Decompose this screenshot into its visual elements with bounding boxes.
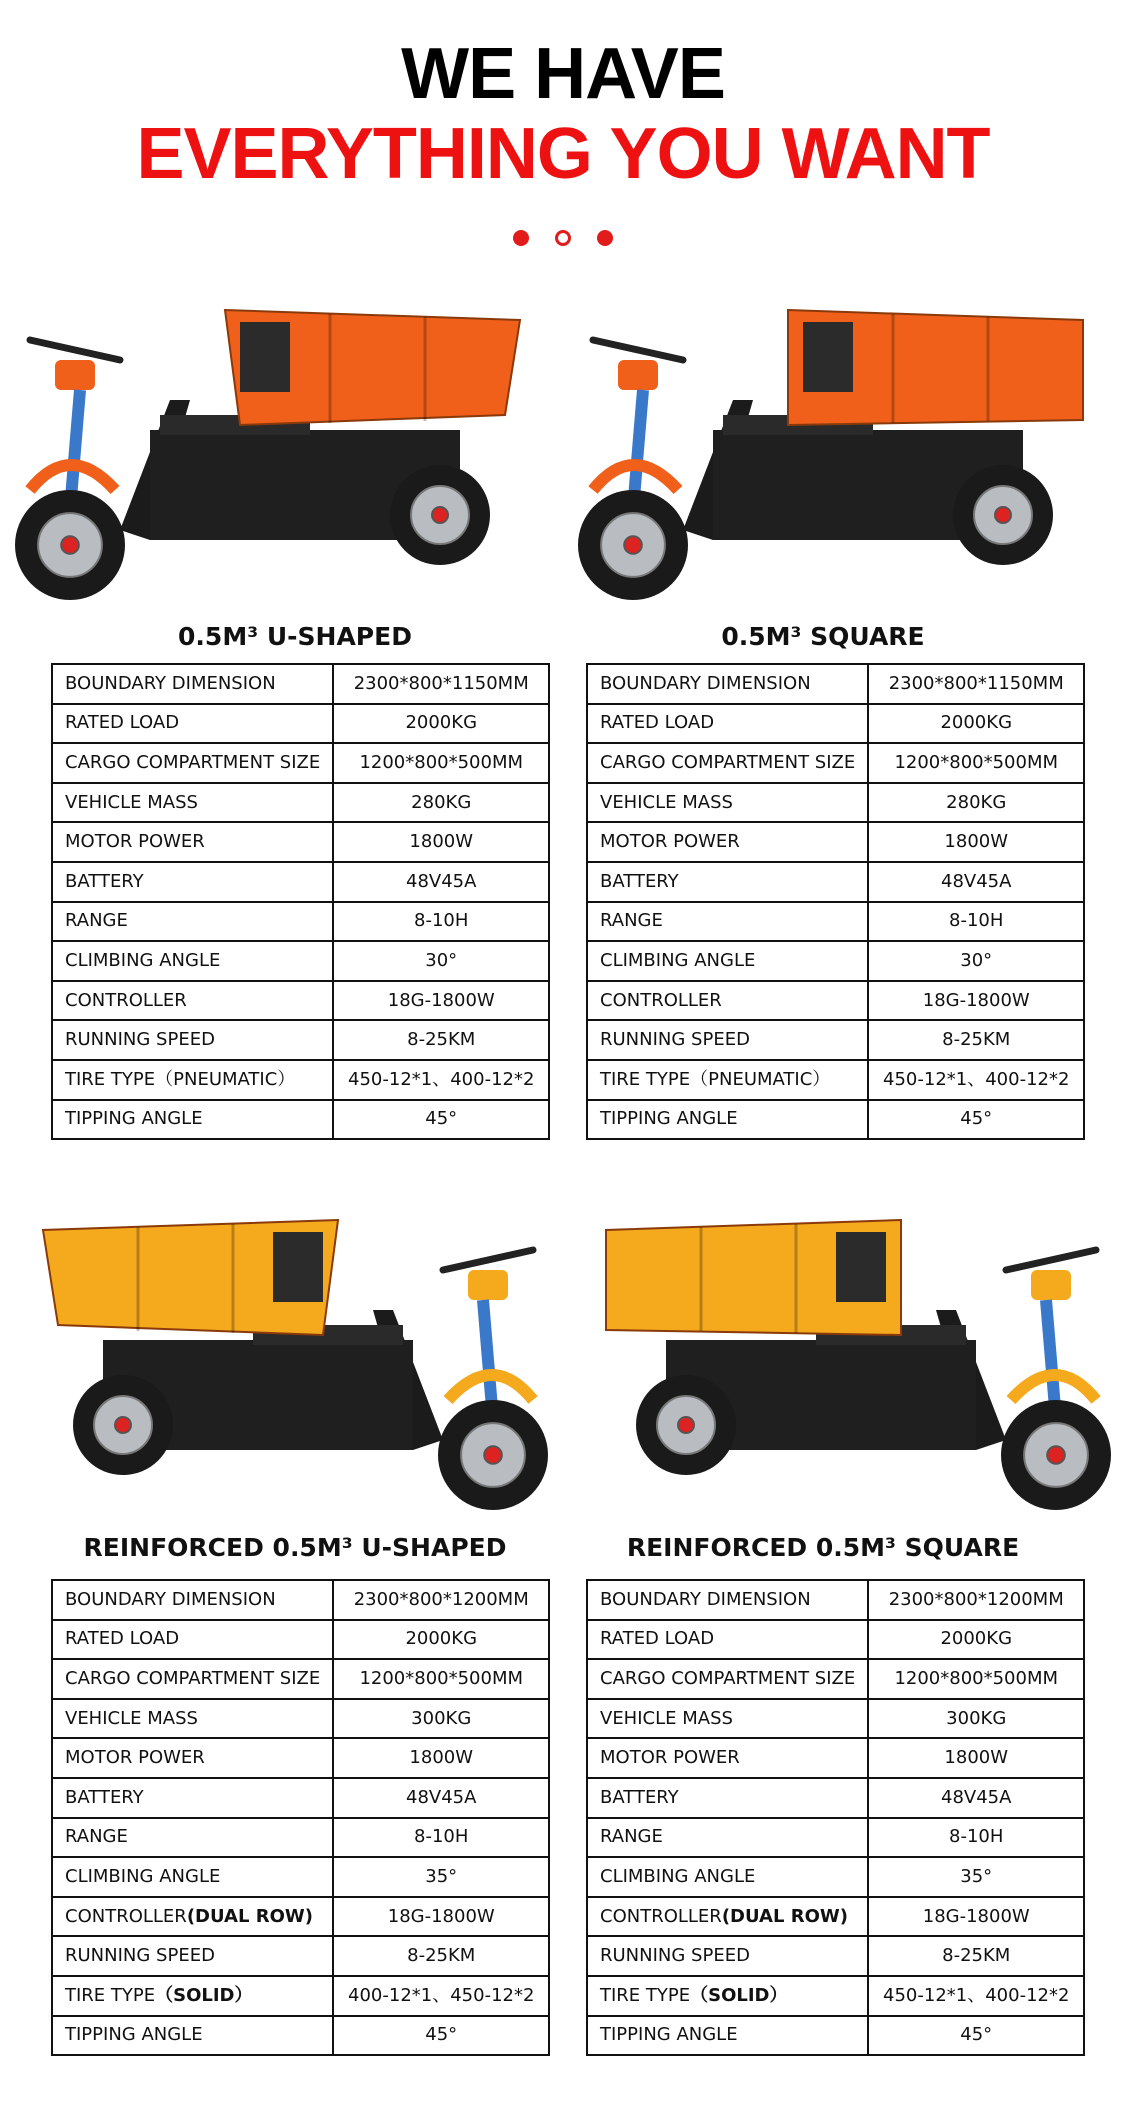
- spec-key: [587, 704, 868, 744]
- spec-value: 450-12*1、400-12*2: [868, 1976, 1084, 2016]
- spec-row: [587, 1100, 1084, 1140]
- spec-value: 300KG: [868, 1699, 1084, 1739]
- spec-key-suffix: （SOLID）: [690, 1984, 788, 2006]
- hub: [61, 536, 79, 554]
- spec-key: [52, 981, 333, 1021]
- spec-key-text: CARGO COMPARTMENT SIZE: [600, 751, 856, 773]
- spec-value: 48V45A: [868, 1778, 1084, 1818]
- tricycle-illustration: [563, 1200, 1126, 1530]
- spec-key-suffix: (DUAL ROW): [721, 1905, 848, 1927]
- spec-row: [52, 941, 549, 981]
- spec-key: [587, 1818, 868, 1858]
- spec-value: 30°: [868, 941, 1084, 981]
- spec-value: 48V45A: [333, 1778, 549, 1818]
- headlamp-cowl: [618, 360, 658, 390]
- spec-key: [52, 1936, 333, 1976]
- spec-key: [52, 862, 333, 902]
- spec-key: [587, 743, 868, 783]
- spec-key-text: TIPPING ANGLE: [600, 1108, 738, 1130]
- spec-row: [52, 1976, 549, 2016]
- spec-value: 8-25KM: [868, 1020, 1084, 1060]
- handlebar: [30, 340, 120, 360]
- spec-value: 280KG: [868, 783, 1084, 823]
- spec-value: 2000KG: [868, 704, 1084, 744]
- headlamp-cowl: [468, 1270, 508, 1300]
- hub: [115, 1417, 131, 1433]
- spec-key-text: CLIMBING ANGLE: [600, 949, 756, 971]
- spec-key: [587, 1857, 868, 1897]
- spec-key: [52, 902, 333, 942]
- spec-value: 280KG: [333, 783, 549, 823]
- spec-row: [52, 1100, 549, 1140]
- spec-key: [587, 1100, 868, 1140]
- spec-row: [52, 1857, 549, 1897]
- spec-value: 35°: [333, 1857, 549, 1897]
- headline-line-1: WE HAVE: [401, 34, 725, 114]
- carousel-dot-2[interactable]: [555, 230, 571, 246]
- spec-key-suffix: （SOLID）: [155, 1984, 253, 2006]
- spec-row: [587, 1897, 1084, 1937]
- spec-table: [586, 1579, 1085, 2056]
- spec-key-text: RANGE: [65, 910, 128, 932]
- product-image-tricycle: [0, 290, 563, 620]
- spec-value: 300KG: [333, 1699, 549, 1739]
- tricycle-group: [15, 310, 520, 600]
- spec-key-text: VEHICLE MASS: [600, 791, 733, 813]
- spec-table: [51, 663, 550, 1140]
- spec-row: [52, 2016, 549, 2056]
- spec-key: [587, 1620, 868, 1660]
- spec-row: [52, 704, 549, 744]
- spec-key-text: TIRE TYPE（PNEUMATIC）: [600, 1068, 831, 1090]
- spec-key: [587, 664, 868, 704]
- spec-row: [52, 664, 549, 704]
- spec-value: 1800W: [868, 822, 1084, 862]
- spec-value: 2000KG: [333, 1620, 549, 1660]
- spec-key: [587, 1580, 868, 1620]
- spec-value: 48V45A: [868, 862, 1084, 902]
- spec-key-text: BOUNDARY DIMENSION: [600, 672, 811, 694]
- spec-row: [587, 1699, 1084, 1739]
- spec-key-text: BOUNDARY DIMENSION: [600, 1588, 811, 1610]
- spec-key: [587, 1659, 868, 1699]
- spec-key: [52, 664, 333, 704]
- spec-value: 1800W: [333, 1738, 549, 1778]
- label-panel: [240, 322, 290, 392]
- spec-row: [587, 1936, 1084, 1976]
- spec-row: [587, 1620, 1084, 1660]
- spec-key-text: RUNNING SPEED: [600, 1029, 750, 1051]
- spec-row: [587, 1738, 1084, 1778]
- spec-value: 35°: [868, 1857, 1084, 1897]
- spec-key-text: RANGE: [600, 1826, 663, 1848]
- spec-row: [587, 1060, 1084, 1100]
- spec-key: [587, 1738, 868, 1778]
- spec-row: [587, 1976, 1084, 2016]
- spec-key: [52, 941, 333, 981]
- spec-key: [587, 862, 868, 902]
- spec-key: [52, 704, 333, 744]
- tricycle-illustration: [563, 290, 1126, 620]
- spec-row: [52, 902, 549, 942]
- spec-row: [587, 1020, 1084, 1060]
- spec-key-text: VEHICLE MASS: [65, 1707, 198, 1729]
- spec-key: [52, 1857, 333, 1897]
- spec-row: [587, 1857, 1084, 1897]
- spec-key: [587, 1936, 868, 1976]
- handlebar: [593, 340, 683, 360]
- spec-key: [52, 1620, 333, 1660]
- spec-row: [587, 743, 1084, 783]
- spec-key: [587, 1778, 868, 1818]
- tricycle-group: [606, 1220, 1111, 1510]
- label-panel: [273, 1232, 323, 1302]
- spec-key: [587, 783, 868, 823]
- spec-value: 1200*800*500MM: [333, 1659, 549, 1699]
- carousel-dots: [0, 230, 1126, 246]
- headline-line-2: EVERYTHING YOU WANT: [136, 114, 990, 194]
- spec-value: 18G-1800W: [333, 981, 549, 1021]
- spec-row: [587, 862, 1084, 902]
- spec-value: 8-25KM: [333, 1020, 549, 1060]
- spec-value: 45°: [333, 2016, 549, 2056]
- spec-row: [587, 902, 1084, 942]
- spec-row: [52, 981, 549, 1021]
- spec-key: [52, 1020, 333, 1060]
- spec-value: 450-12*1、400-12*2: [333, 1060, 549, 1100]
- spec-value: 45°: [868, 1100, 1084, 1140]
- spec-value: 8-10H: [868, 902, 1084, 942]
- spec-key: [587, 1897, 868, 1937]
- spec-key-text: BATTERY: [65, 1786, 144, 1808]
- spec-value: 2300*800*1150MM: [868, 664, 1084, 704]
- spec-key-text: RUNNING SPEED: [65, 1945, 215, 1967]
- spec-row: [52, 1659, 549, 1699]
- spec-row: [587, 1778, 1084, 1818]
- spec-row: [587, 783, 1084, 823]
- spec-value: 2300*800*1200MM: [333, 1580, 549, 1620]
- spec-key: [52, 1818, 333, 1858]
- spec-value: 45°: [868, 2016, 1084, 2056]
- handlebar: [1006, 1250, 1096, 1270]
- spec-value: 2300*800*1150MM: [333, 664, 549, 704]
- label-panel: [836, 1232, 886, 1302]
- spec-key-text: BATTERY: [600, 870, 679, 892]
- spec-value: 8-10H: [333, 902, 549, 942]
- label-panel: [803, 322, 853, 392]
- spec-key-text: CLIMBING ANGLE: [65, 949, 221, 971]
- spec-key-text: CONTROLLER: [65, 1905, 187, 1927]
- hub: [432, 507, 448, 523]
- spec-row: [52, 1620, 549, 1660]
- spec-key-text: BATTERY: [65, 870, 144, 892]
- spec-value: 2300*800*1200MM: [868, 1580, 1084, 1620]
- spec-row: [587, 941, 1084, 981]
- spec-key: [52, 1897, 333, 1937]
- spec-row: [52, 862, 549, 902]
- spec-key-text: TIPPING ANGLE: [65, 1108, 203, 1130]
- spec-key: [587, 822, 868, 862]
- carousel-dot-1[interactable]: [513, 230, 529, 246]
- spec-key: [587, 1976, 868, 2016]
- spec-value: 8-10H: [868, 1818, 1084, 1858]
- spec-key-text: CARGO COMPARTMENT SIZE: [65, 1667, 321, 1689]
- spec-key-text: BOUNDARY DIMENSION: [65, 1588, 276, 1610]
- product-image-tricycle: [563, 290, 1126, 620]
- spec-value: 1800W: [333, 822, 549, 862]
- spec-row: [52, 1738, 549, 1778]
- spec-key-text: TIRE TYPE: [600, 1984, 691, 2006]
- spec-key-text: TIRE TYPE（PNEUMATIC）: [65, 1068, 296, 1090]
- spec-key-text: CONTROLLER: [600, 989, 722, 1011]
- spec-value: 1200*800*500MM: [868, 743, 1084, 783]
- spec-row: [587, 822, 1084, 862]
- spec-key-text: TIPPING ANGLE: [65, 2024, 203, 2046]
- spec-row: [587, 704, 1084, 744]
- spec-value: 2000KG: [333, 704, 549, 744]
- spec-key-text: CONTROLLER: [65, 989, 187, 1011]
- headlamp-cowl: [1031, 1270, 1071, 1300]
- spec-key-text: CARGO COMPARTMENT SIZE: [600, 1667, 856, 1689]
- hub: [624, 536, 642, 554]
- spec-key: [52, 1100, 333, 1140]
- spec-row: [52, 822, 549, 862]
- spec-key-text: MOTOR POWER: [65, 831, 205, 853]
- spec-key: [587, 1699, 868, 1739]
- spec-key-text: CONTROLLER: [600, 1905, 722, 1927]
- spec-key-text: TIPPING ANGLE: [600, 2024, 738, 2046]
- tricycle-illustration: [0, 290, 563, 620]
- spec-key: [52, 1659, 333, 1699]
- spec-key-text: VEHICLE MASS: [65, 791, 198, 813]
- spec-value: 18G-1800W: [868, 981, 1084, 1021]
- spec-row: [52, 1060, 549, 1100]
- spec-key-text: CLIMBING ANGLE: [65, 1865, 221, 1887]
- spec-key: [52, 743, 333, 783]
- product-title: 0.5M³ U-SHAPED: [178, 622, 412, 651]
- spec-key: [587, 902, 868, 942]
- spec-value: 8-25KM: [333, 1936, 549, 1976]
- spec-row: [52, 1699, 549, 1739]
- spec-key-text: TIRE TYPE: [65, 1984, 156, 2006]
- spec-value: 45°: [333, 1100, 549, 1140]
- spec-key-text: RUNNING SPEED: [65, 1029, 215, 1051]
- spec-key: [587, 941, 868, 981]
- spec-key: [52, 2016, 333, 2056]
- tricycle-group: [43, 1220, 548, 1510]
- tricycle-illustration: [0, 1200, 563, 1530]
- spec-table: [586, 663, 1085, 1140]
- spec-value: 2000KG: [868, 1620, 1084, 1660]
- spec-row: [587, 981, 1084, 1021]
- spec-row: [52, 1936, 549, 1976]
- spec-key-text: VEHICLE MASS: [600, 1707, 733, 1729]
- spec-key: [587, 1060, 868, 1100]
- product-title: REINFORCED 0.5M³ U-SHAPED: [83, 1533, 507, 1562]
- spec-key-text: MOTOR POWER: [600, 1747, 740, 1769]
- spec-value: 8-10H: [333, 1818, 549, 1858]
- hub: [995, 507, 1011, 523]
- product-title: REINFORCED 0.5M³ SQUARE: [626, 1533, 1020, 1562]
- hub: [678, 1417, 694, 1433]
- spec-value: 1800W: [868, 1738, 1084, 1778]
- spec-key: [52, 783, 333, 823]
- spec-key-text: RUNNING SPEED: [600, 1945, 750, 1967]
- spec-key: [52, 1060, 333, 1100]
- spec-key-suffix: (DUAL ROW): [186, 1905, 313, 1927]
- spec-key: [52, 1699, 333, 1739]
- handlebar: [443, 1250, 533, 1270]
- spec-key: [587, 981, 868, 1021]
- spec-row: [587, 1818, 1084, 1858]
- spec-row: [587, 1580, 1084, 1620]
- spec-row: [52, 1778, 549, 1818]
- headlamp-cowl: [55, 360, 95, 390]
- spec-key-text: BATTERY: [600, 1786, 679, 1808]
- spec-value: 1200*800*500MM: [868, 1659, 1084, 1699]
- spec-value: 1200*800*500MM: [333, 743, 549, 783]
- spec-key-text: CARGO COMPARTMENT SIZE: [65, 751, 321, 773]
- hub: [484, 1446, 502, 1464]
- spec-key-text: MOTOR POWER: [600, 831, 740, 853]
- spec-key-text: RANGE: [65, 1826, 128, 1848]
- tricycle-group: [578, 310, 1083, 600]
- spec-key-text: RANGE: [600, 910, 663, 932]
- hub: [1047, 1446, 1065, 1464]
- spec-key-text: RATED LOAD: [600, 712, 715, 734]
- spec-value: 450-12*1、400-12*2: [868, 1060, 1084, 1100]
- spec-row: [52, 1020, 549, 1060]
- spec-row: [587, 1659, 1084, 1699]
- spec-row: [587, 2016, 1084, 2056]
- spec-key-text: RATED LOAD: [65, 712, 180, 734]
- spec-key: [52, 822, 333, 862]
- spec-key-text: RATED LOAD: [600, 1628, 715, 1650]
- spec-key: [52, 1580, 333, 1620]
- spec-row: [52, 783, 549, 823]
- spec-key: [52, 1738, 333, 1778]
- spec-key-text: RATED LOAD: [65, 1628, 180, 1650]
- spec-key: [587, 1020, 868, 1060]
- spec-row: [587, 664, 1084, 704]
- spec-value: 48V45A: [333, 862, 549, 902]
- spec-value: 30°: [333, 941, 549, 981]
- spec-key-text: MOTOR POWER: [65, 1747, 205, 1769]
- spec-value: 8-25KM: [868, 1936, 1084, 1976]
- spec-row: [52, 1818, 549, 1858]
- spec-value: 400-12*1、450-12*2: [333, 1976, 549, 2016]
- spec-key-text: CLIMBING ANGLE: [600, 1865, 756, 1887]
- spec-key: [587, 2016, 868, 2056]
- product-title: 0.5M³ SQUARE: [721, 622, 925, 651]
- spec-key: [52, 1778, 333, 1818]
- spec-row: [52, 1580, 549, 1620]
- spec-value: 18G-1800W: [333, 1897, 549, 1937]
- spec-row: [52, 1897, 549, 1937]
- spec-key: [52, 1976, 333, 2016]
- spec-table: [51, 1579, 550, 2056]
- product-image-tricycle: [563, 1200, 1126, 1530]
- spec-key-text: BOUNDARY DIMENSION: [65, 672, 276, 694]
- product-image-tricycle: [0, 1200, 563, 1530]
- spec-value: 18G-1800W: [868, 1897, 1084, 1937]
- carousel-dot-3[interactable]: [597, 230, 613, 246]
- spec-row: [52, 743, 549, 783]
